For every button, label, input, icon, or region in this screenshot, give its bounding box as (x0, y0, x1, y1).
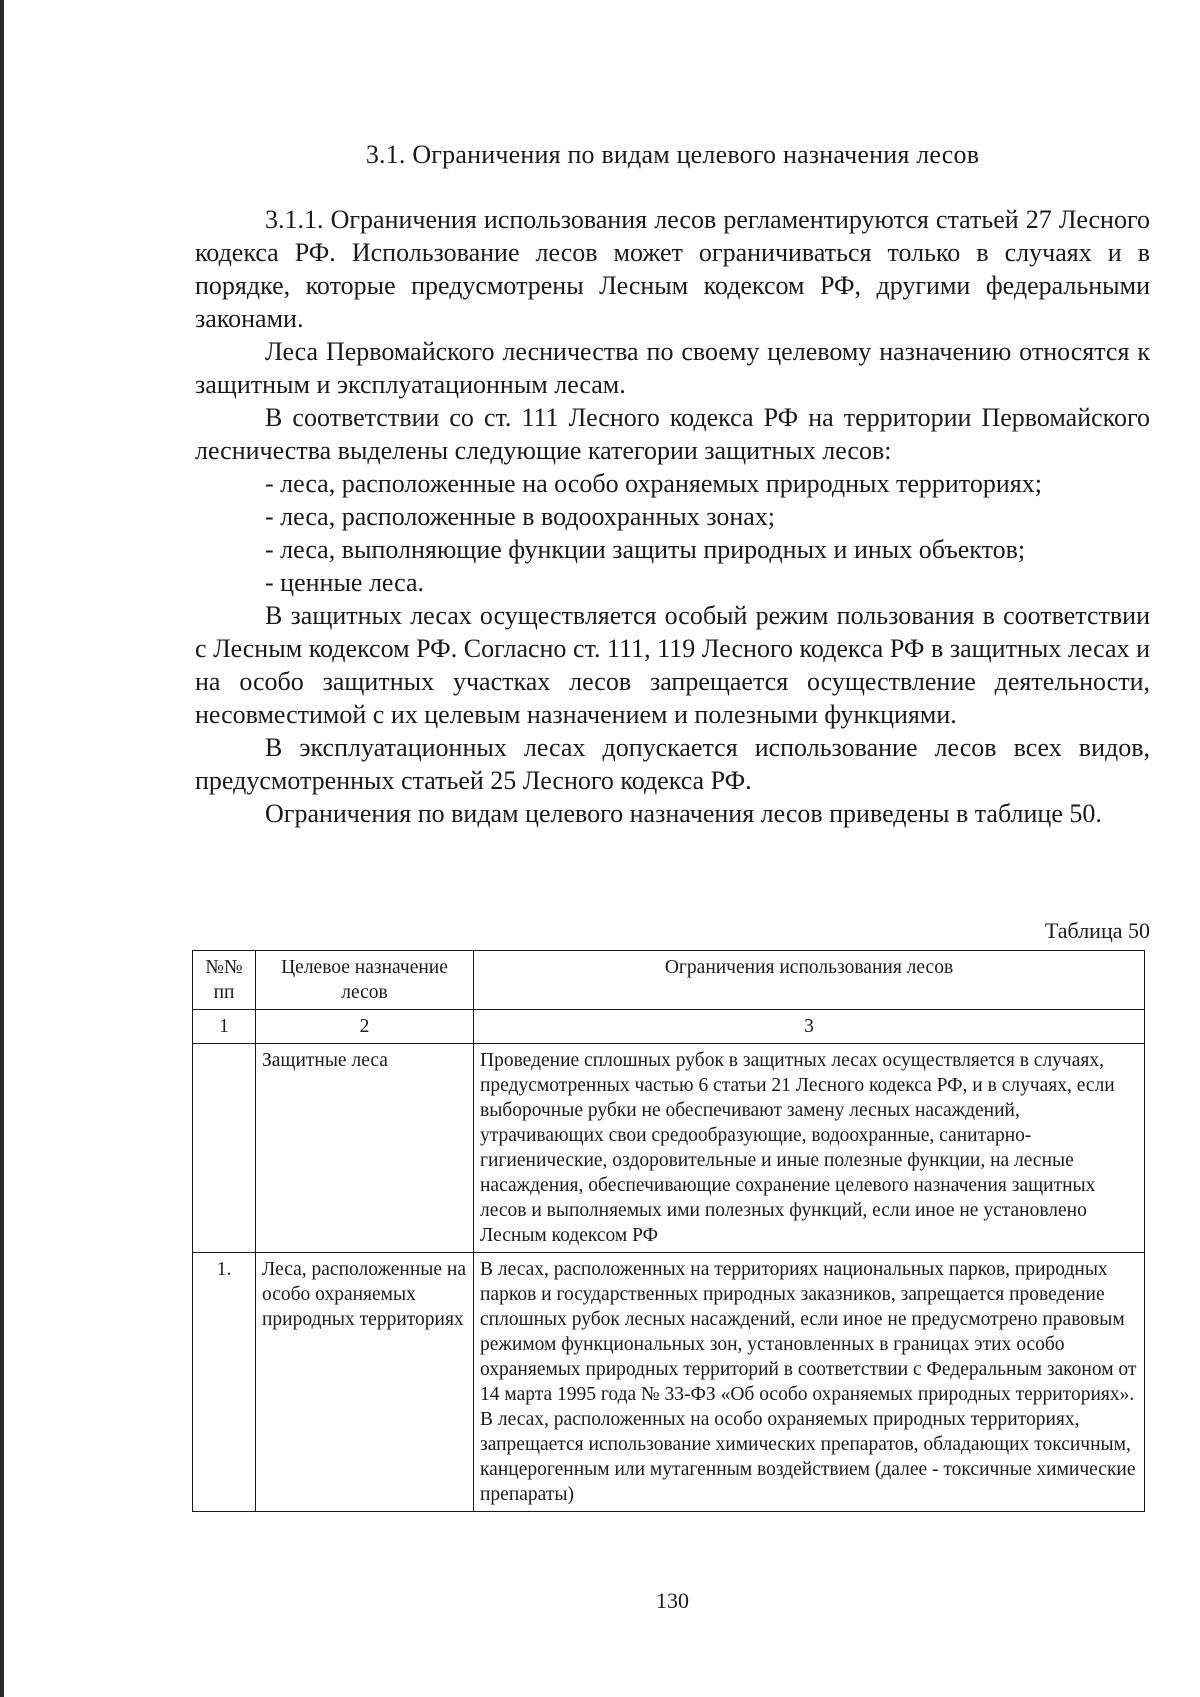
paragraph-restrictions-intro: 3.1.1. Ограничения использования лесов регламентируются статьей 27 Лесного кодекса РФ. Использование лесов может ограничиваться только в случаях и в порядке, которые предусмотрены Лесным кодексом РФ, другими федеральными законами. (195, 205, 1150, 333)
table-row (193, 1044, 1145, 1253)
paragraph-protective-categories: В соответствии со ст. 111 Лесного кодекса РФ на территории Первомайского лесничества выделены следующие категории защитных лесов: (195, 403, 1150, 465)
table-column-number-row (193, 1010, 1145, 1044)
row-restriction: Проведение сплошных рубок в защитных лесах осуществляется в случаях, предусмотренных частью 6 статьи 21 Лесного кодекса РФ, и в случаях, если выборочные рубки не обеспечивают замену лесных насаждений, утрачивающих свои средообразующие, водоохранные, санитарно-гигиенические, оздоровительные и иные полезные функции, на лесные насаждения, обеспечивающие сохранение целевого назначения защитных лесов и выполняемых ими полезных функций, если иное не установлено Лесным кодексом РФ (474, 1044, 1145, 1253)
body-text (195, 203, 1150, 830)
paragraph-table-reference: Ограничения по видам целевого назначения лесов приведены в таблице 50. (265, 799, 1102, 828)
list-item-protected-areas: - леса, расположенные на особо охраняемых природных территориях; (265, 469, 1042, 498)
header-purpose: Целевое назначение лесов (256, 951, 474, 1010)
column-number: 2 (256, 1010, 474, 1044)
page-number: 130 (656, 1588, 689, 1613)
row-purpose: Леса, расположенные на особо охраняемых природных территориях (256, 1253, 474, 1512)
column-number: 1 (193, 1010, 256, 1044)
table-caption: Таблица 50 (1044, 918, 1150, 943)
list-item-valuable-forests: - ценные леса. (265, 568, 425, 597)
section-title: 3.1. Ограничения по видам целевого назначения лесов (365, 140, 980, 169)
column-number: 3 (474, 1010, 1145, 1044)
scan-edge (0, 0, 4, 1697)
paragraph-exploitation-forests: В эксплуатационных лесах допускается использование лесов всех видов, предусмотренных статьей 25 Лесного кодекса РФ. (195, 733, 1150, 795)
row-number (193, 1044, 256, 1253)
table-row (193, 1253, 1145, 1512)
paragraph-forest-purpose: Леса Первомайского лесничества по своему целевому назначению относятся к защитным и эксплуатационным лесам. (195, 337, 1150, 399)
row-number: 1. (193, 1253, 256, 1512)
row-purpose: Защитные леса (256, 1044, 474, 1253)
table-header-row (193, 951, 1145, 1010)
row-restriction: В лесах, расположенных на территориях национальных парков, природных парков и государственных природных заказников, запрещается проведение сплошных рубок лесных насаждений, если иное не предусмотрено правовым режимом функциональных зон, установленных в границах этих особо охраняемых природных территорий в соответствии с Федеральным законом от 14 марта 1995 года № 33-ФЗ «Об особо охраняемых природных территориях». В лесах, расположенных на особо охраняемых природных территориях, запрещается использование химических препаратов, обладающих токсичным, канцерогенным или мутагенным воздействием (далее - токсичные химические препараты) (474, 1253, 1145, 1512)
paragraph-protective-regime: В защитных лесах осуществляется особый режим пользования в соответствии с Лесным кодексом РФ. Согласно ст. 111, 119 Лесного кодекса РФ в защитных лесах и на особо защитных участках лесов запрещается осуществление деятельности, несовместимой с их целевым назначением и полезными функциями. (195, 601, 1150, 729)
restrictions-table (192, 950, 1145, 1512)
list-item-protection-functions: - леса, выполняющие функции защиты природных и иных объектов; (265, 535, 1026, 564)
list-item-water-protection: - леса, расположенные в водоохранных зонах; (265, 502, 776, 531)
header-restrictions: Ограничения использования лесов (474, 951, 1145, 1010)
header-number: №№ пп (193, 951, 256, 1010)
